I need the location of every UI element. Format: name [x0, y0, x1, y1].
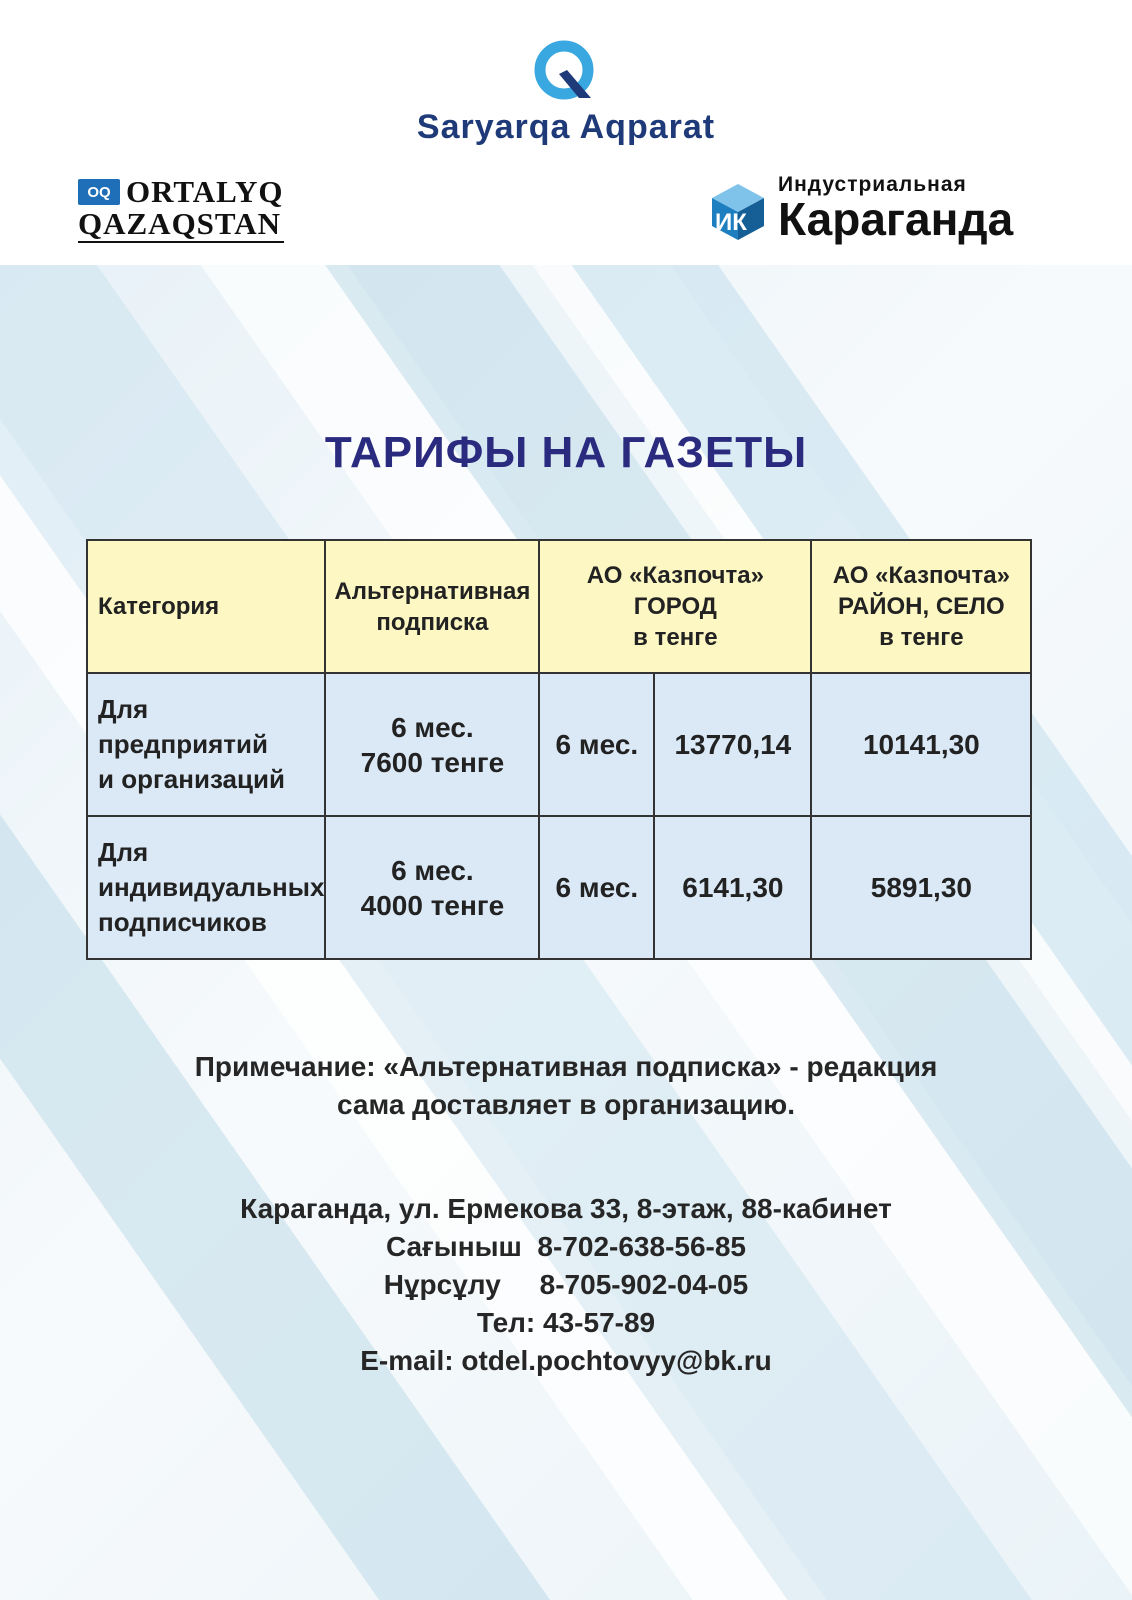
- ortalyq-line1: ORTALYQ: [126, 174, 284, 209]
- note-line2: сама доставляет в организацию.: [336, 1089, 795, 1120]
- row-city-price: 13770,14: [654, 673, 811, 816]
- phone-line-1: Сағыныш 8-702-638-56-85: [385, 1231, 747, 1262]
- saryarqa-q-icon: [533, 40, 599, 100]
- row-category: Для индивидуальных подписчиков: [87, 816, 325, 959]
- note-block: [0, 1048, 1132, 1124]
- row-alternative: 6 мес. 4000 тенге: [325, 816, 539, 959]
- tariff-table: [86, 539, 1032, 960]
- row-city-period: 6 мес.: [539, 673, 654, 816]
- row-city-period: 6 мес.: [539, 816, 654, 959]
- ik-cube-icon: [706, 180, 770, 242]
- tel-line: Тел: 43-57-89: [476, 1307, 656, 1338]
- table-row: [87, 673, 1031, 816]
- header-kazpochta-rural: АО «Казпочта» РАЙОН, СЕЛО в тенге: [811, 540, 1031, 673]
- row-city-price: 6141,30: [654, 816, 811, 959]
- header-category: Категория: [87, 540, 325, 673]
- table-header-row: [87, 540, 1031, 673]
- address-line: Караганда, ул. Ермекова 33, 8-этаж, 88-кабинет: [240, 1193, 892, 1224]
- ik-line2: Караганда: [778, 193, 1014, 245]
- oq-badge-icon: OQ: [78, 179, 120, 205]
- header-alternative: Альтернативная подписка: [325, 540, 539, 673]
- saryarqa-logo-text: Saryarqa Aqparat: [416, 108, 716, 146]
- saryarqa-aqparat-logo: [0, 40, 1132, 147]
- phone-line-2: Нұрсұлу 8-705-902-04-05: [383, 1269, 749, 1300]
- row-alternative: 6 мес. 7600 тенге: [325, 673, 539, 816]
- industrialnaya-karaganda-logo: [706, 173, 1014, 245]
- table-row: [87, 816, 1031, 959]
- row-category: Для предприятий и организаций: [87, 673, 325, 816]
- ik-line1: Индустриальная: [778, 173, 967, 196]
- header-kazpochta-city: АО «Казпочта» ГОРОД в тенге: [539, 540, 811, 673]
- page-title: ТАРИФЫ НА ГАЗЕТЫ: [324, 428, 808, 477]
- ik-mark-text: ИК: [715, 209, 747, 236]
- row-rural-price: 10141,30: [811, 673, 1031, 816]
- contacts-block: [0, 1190, 1132, 1380]
- row-rural-price: 5891,30: [811, 816, 1031, 959]
- email-line: E-mail: otdel.pochtovyy@bk.ru: [360, 1345, 772, 1376]
- ortalyq-line2: QAZAQSTAN: [78, 208, 284, 243]
- ortalyq-qazaqstan-logo: [78, 176, 284, 243]
- note-line1: Примечание: «Альтернативная подписка» - редакция: [194, 1051, 938, 1082]
